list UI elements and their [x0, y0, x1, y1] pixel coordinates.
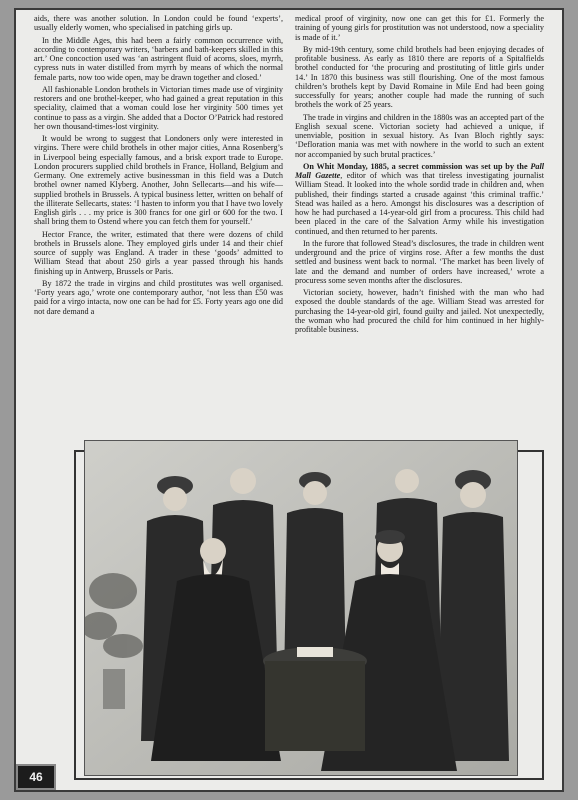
- paragraph: By mid-19th century, some child brothels had been enjoying decades of profitable business. As early as 1810 there are reports of a Spitalfields brothel conducted for ‘the procuring and prostituting of little girls under 14.’ In 1870 this business was still flourishing. One of the most famous children’s brothels kept by David Romaine in Mile End had been going successfully for years; another couple had made the running of such brothels the work of 25 years.: [295, 44, 544, 110]
- paragraph: All fashionable London brothels in Victorian times made use of virginity restorers and one brothel-keeper, who had gained a great reputation in this speciality, claimed that a woman could lose her virginity 500 times yet continue to pass as a virgin. She added that a Doctor O’Patrick had restored her own thousand-times-lost virginity.: [34, 84, 283, 131]
- paragraph: medical proof of virginity, now one can get this for £1. Formerly the training of young girls for prostitution was not understood, now a speciality is made of it.’: [295, 14, 544, 42]
- paragraph: It would be wrong to suggest that Londoners only were interested in virgins. There were child brothels in other major cities, Anna Rosenberg’s in Liverpool being especially famous, and a brisk export trade to Europe. London procurers supplied child brothels in France, Holland, Belgium and Germany. One extremely active businessman in this field was a Dutch brothel owner named Klyberg. Another, John Sellecarts—and his wife—supplied brothels in Brussels. A typical business letter, written on behalf of the illiterate Sellecarts, states: ‘I hasten to inform you that I have two lovely English girls . . . my price is 300 francs for one girl or 600 for the two. I shall bring them to Ostend where you can fetch them for yourself.’: [34, 134, 283, 227]
- paragraph: [295, 162, 544, 236]
- magazine-page: [14, 8, 564, 792]
- paragraph: aids, there was another solution. In London could be found ‘experts’, usually elderly women, who specialised in patching girls up.: [34, 14, 283, 33]
- left-column: [34, 14, 283, 337]
- page-number: 46: [16, 764, 56, 790]
- right-column: [295, 14, 544, 337]
- publication-title: Pall Mall Gazette: [295, 161, 544, 180]
- paragraph: Hector France, the writer, estimated that there were dozens of child brothels in Brussels alone. They employed girls under 14 and their chief source of supply was England. A trader in these ‘goods’ admitted to William Stead that about 250 girls a year passed through his hands finishing up in Antwerp, Brussels or Paris.: [34, 229, 283, 276]
- article-body: [34, 14, 544, 337]
- paragraph: In the Middle Ages, this had been a fairly common occurrence with, according to contemporary writers, ‘barbers and bath-keepers skilled in this art.’ One concoction used was ‘an astringent fluid of acorns, sloes, myrrh, cypress nuts in water distilled from myrrh by means of which the normal female parts, now too wide open, may be drawn together and closed.’: [34, 35, 283, 82]
- photo-illustration: [85, 441, 517, 775]
- paragraph: Victorian society, however, hadn’t finished with the man who had exposed the double standards of the age. William Stead was arrested for purchasing the 14-year-old girl, found guilty and jailed. Not unexpectedly, the woman who had procured the child for him continued in her highly-profitable business.: [295, 288, 544, 334]
- paragraph: By 1872 the trade in virgins and child prostitutes was well organised. ‘Forty years ago,’ wrote one contemporary author, ‘not less than £50 was paid for a virgo intacta, now one can be had for £5. Forty years ago one did not dare demand a: [34, 278, 283, 316]
- paragraph-text: , editor of which was that tireless investigating journalist William Stead. It looked into the whole sordid trade in children and, when published, their findings started a crusade against ‘this criminal traffic.’ Stead was hailed as a hero. Amongst his disclosures was a description of how he had purchased a 14-year-old girl from a procuress. This child had been placed in the care of the Salvation Army while his investigation continued, and then returned to her parents.: [295, 171, 544, 236]
- paragraph-lead: On Whit Monday, 1885, a secret commission was set up by the: [303, 161, 531, 171]
- paragraph: The trade in virgins and children in the 1880s was an accepted part of the English sexual scene. Victorian society had achieved a unique, if unenviable, position in sexual history. As Ivan Bloch rightly says: ‘Defloration mania was met with nowhere in the world to such an extent nor accompanied by such brutal practices.’: [295, 112, 544, 159]
- paragraph: In the furore that followed Stead’s disclosures, the trade in children went underground and the price of virgins rose. After a few months the dust settled and business went back to normal. ‘The market has been lively of late and the demand and number of orders have increased,’ wrote a procuress some seven months after the disclosures.: [295, 238, 544, 285]
- group-photograph: [84, 440, 518, 776]
